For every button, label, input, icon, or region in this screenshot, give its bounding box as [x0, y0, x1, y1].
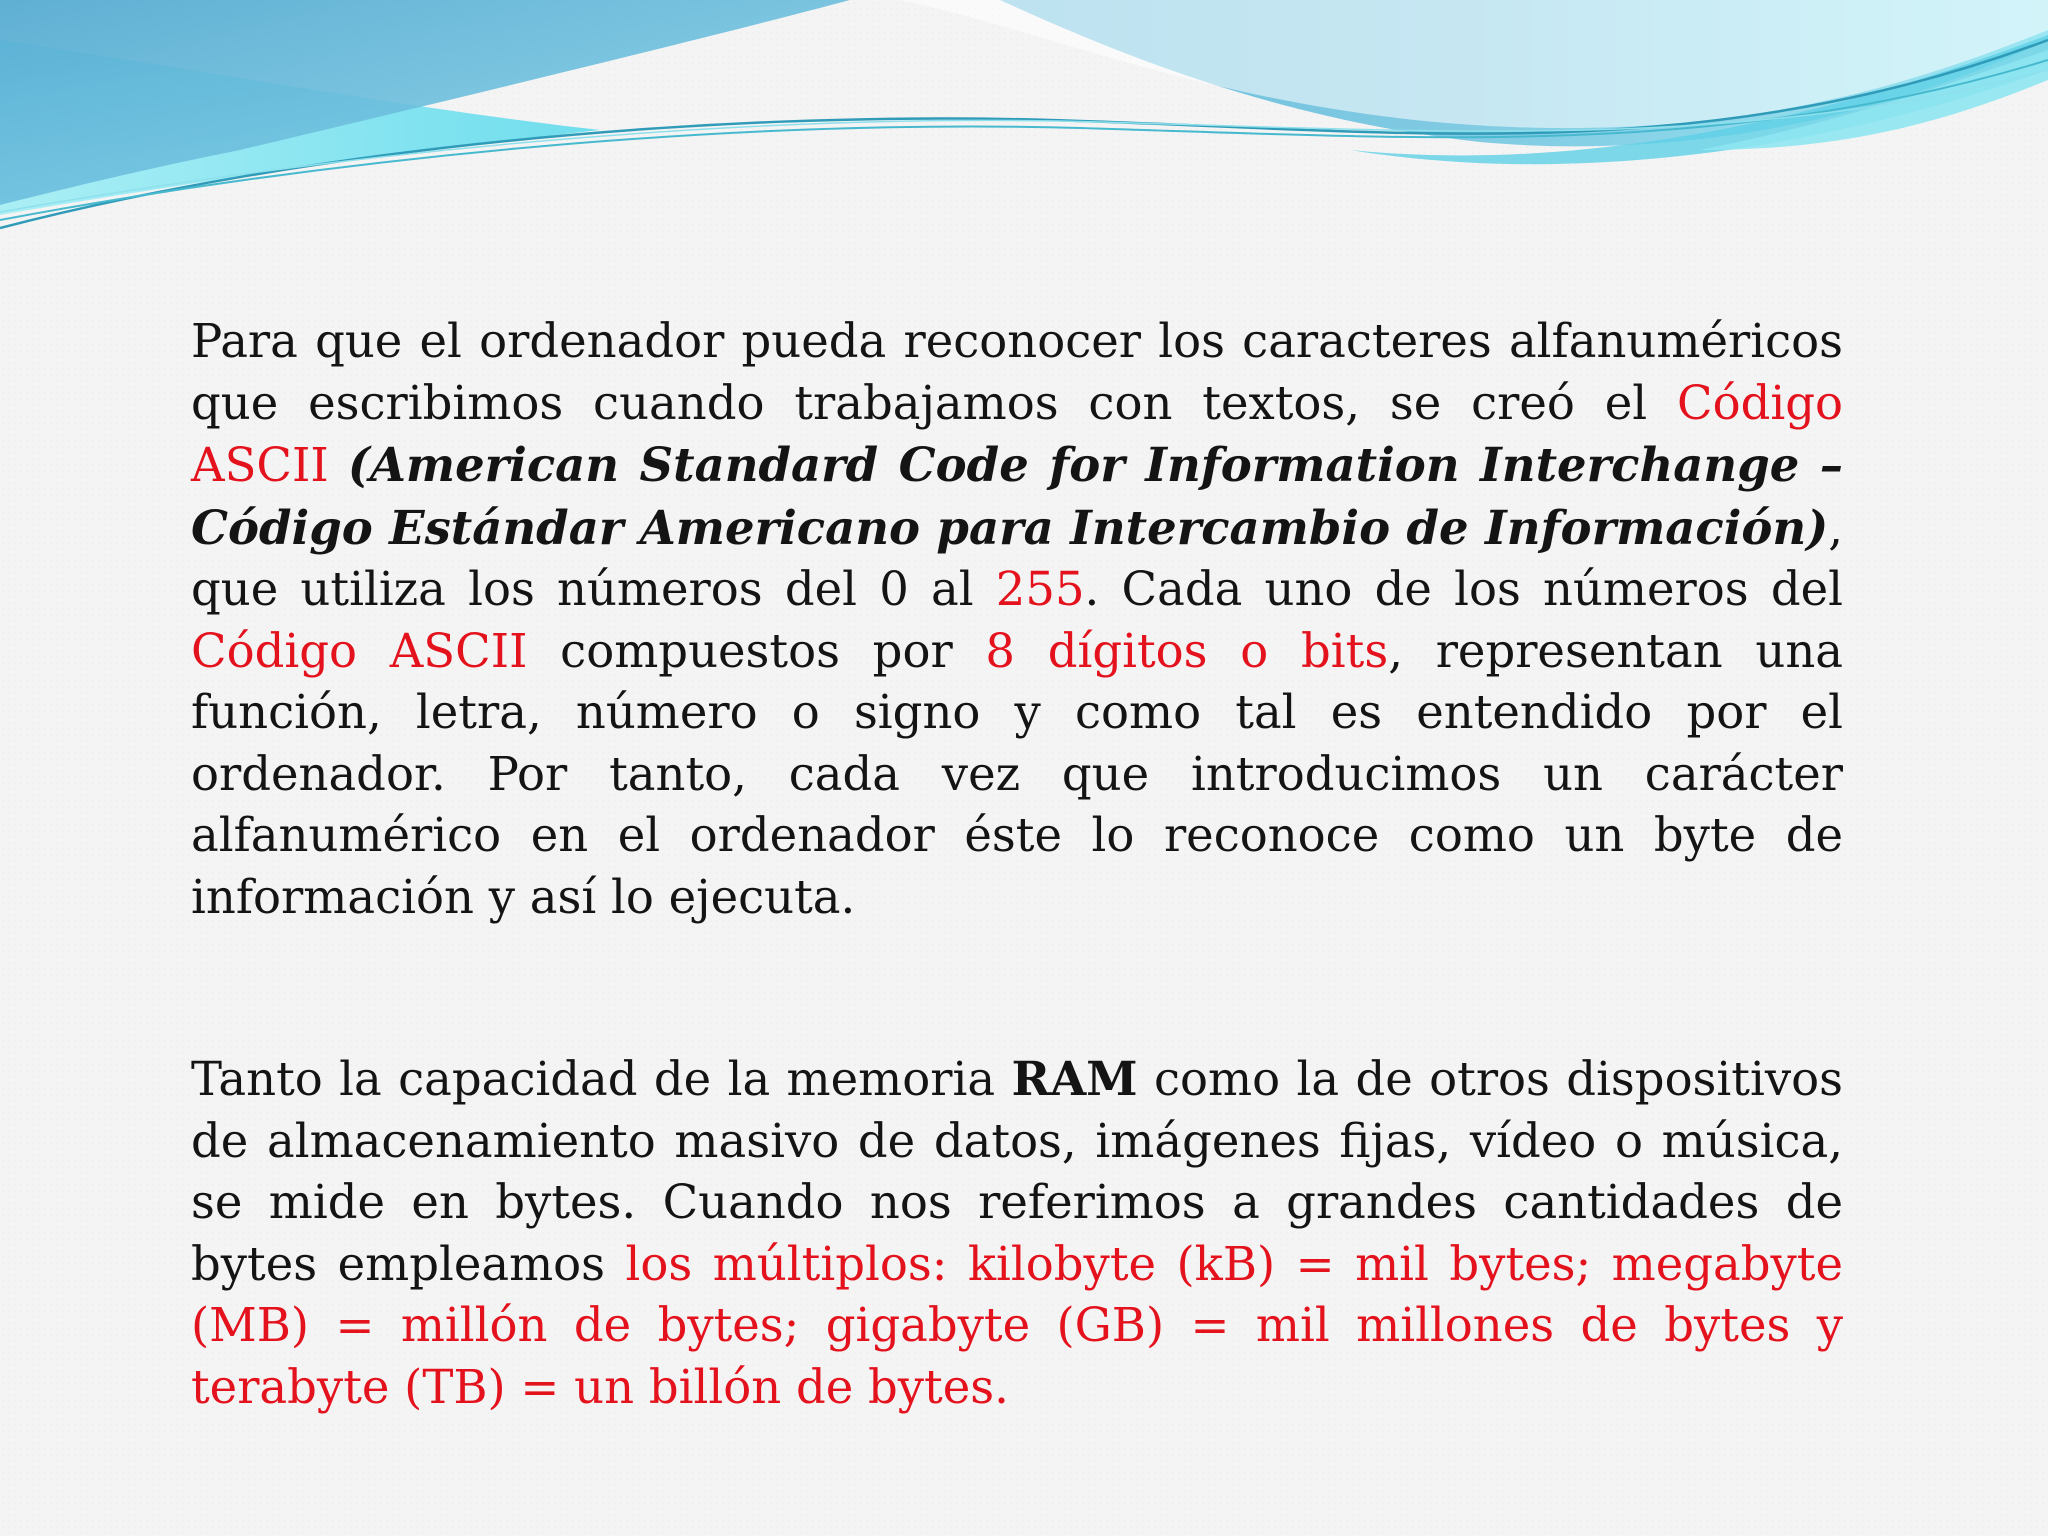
wave-header-decoration: [0, 0, 2048, 240]
paragraph1-text-1: Para que el ordenador pueda reconocer los caracteres alfanuméricos que escribimos cuando trabajamos con textos, se creó el: [191, 314, 1843, 430]
paragraph2-text-1: Tanto la capacidad de la memoria: [191, 1052, 1012, 1106]
number-255-highlight: 255: [995, 562, 1085, 616]
paragraph-byte-multiples: [191, 1048, 1843, 1418]
paragraph2-text-2: como la de otros dispositivos de almacenamiento masivo de datos, imágenes fijas, vídeo o música, se mide en bytes. Cuando nos referimos a grandes cantidades de bytes empleamos: [191, 1052, 1843, 1291]
ascii-highlight-1: Código ASCII: [191, 375, 1843, 492]
bits-highlight: 8 dígitos o bits: [985, 623, 1389, 678]
paragraph1-text-3: , que utiliza los números del 0 al: [191, 500, 1843, 616]
multiples-highlight: los múltiplos: kilobyte (kB) = mil bytes; megabyte (MB) = millón de bytes; gigabyte (GB) = mil millones de bytes y terabyte (TB) = un billón de bytes.: [191, 1236, 1844, 1414]
paragraph-ascii: [191, 311, 1843, 928]
paragraph1-text-6: , representan una función, letra, número o signo y como tal es entendido por el ordenador. Por tanto, cada vez que introducimos un carácter alfanumérico en el ordenador éste lo reconoce como un byte de información y así lo ejecuta.: [191, 623, 1843, 924]
paragraph1-text-4: . Cada uno de los números del: [1084, 562, 1843, 616]
ascii-highlight-2: Código ASCII: [191, 623, 528, 678]
paragraph1-text-2: [329, 438, 348, 492]
paragraph1-text-5: compuestos por: [527, 623, 986, 678]
ascii-expansion: (American Standard Code for Information Interchange – Código Estándar Americano para Intercambio de Información): [191, 437, 1844, 555]
ram-bold: RAM: [1011, 1051, 1138, 1106]
